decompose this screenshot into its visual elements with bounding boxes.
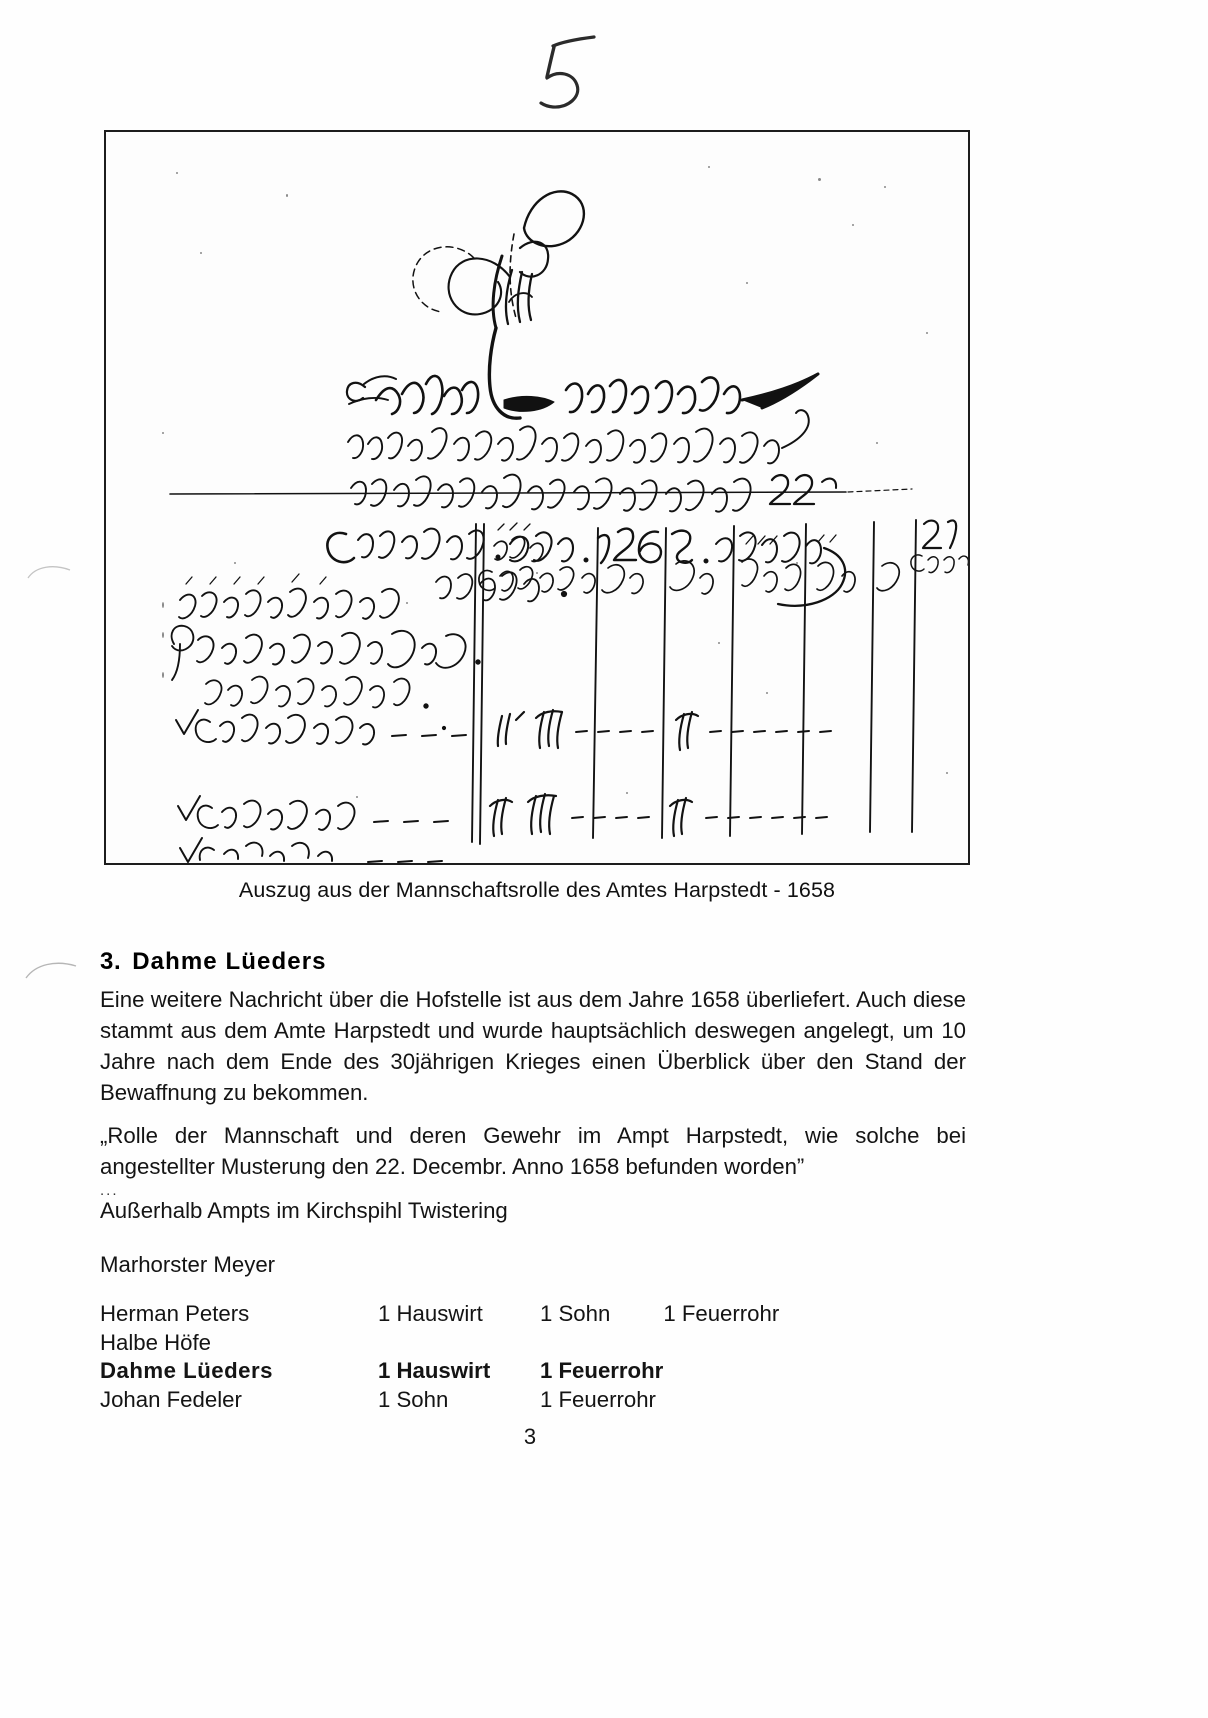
facsimile-figure <box>104 130 970 865</box>
roster-col-a: 1 Hauswirt <box>378 1301 483 1326</box>
table-row <box>100 1386 860 1415</box>
folio-number: 3 <box>523 1424 537 1449</box>
roster-col-b: 1 Feuerrohr <box>540 1358 664 1383</box>
roster-col-a: 1 Sohn <box>378 1386 449 1412</box>
roster-col-c: 1 Feuerrohr <box>663 1301 780 1326</box>
paragraph-intro-text: Eine weitere Nachricht über die Hofstelle ist aus dem Jahre 1658 überliefert. Auch diese stammt aus dem Amte Harpstedt und wurde hauptsächlich deswegen angelegt, um 10 Jahre nach dem Ende des 30jährigen Krieges einen Überblick über den Stand der Bewaffnung zu bekommen. <box>100 987 966 1105</box>
roster-col-b: 1 Feuerrohr <box>540 1386 656 1412</box>
section-heading <box>100 948 327 976</box>
paragraph-intro <box>100 984 966 1108</box>
roster-name: Johan Fedeler <box>100 1386 242 1412</box>
table-row-highlighted <box>100 1357 860 1386</box>
roster-col-c <box>663 1329 860 1358</box>
location-line: Außerhalb Ampts im Kirchspihl Twistering <box>100 1198 508 1223</box>
figure-caption: Auszug aus der Mannschaftsrolle des Amtes Harpstedt - 1658 <box>238 878 836 902</box>
paragraph-quote <box>100 1120 966 1182</box>
scan-artifact-arc-2 <box>24 556 74 590</box>
roster-name: Dahme Lüeders <box>100 1358 273 1383</box>
roster-name: Herman Peters <box>100 1301 250 1326</box>
section-number: 3. <box>100 947 122 975</box>
scan-artifact-arc <box>22 950 82 990</box>
roster-name: Halbe Höfe <box>100 1329 212 1355</box>
roster-body <box>100 1300 860 1414</box>
roster-col-b: 1 Sohn <box>540 1301 611 1326</box>
roster-col-a <box>378 1329 540 1358</box>
table-row <box>100 1300 860 1329</box>
paragraph-quote-text: „Rolle der Mannschaft und deren Gewehr im Ampt Harpstedt, wie solche bei angestellter Musterung den 22. Decembr. Anno 1658 befunden worden” <box>100 1123 966 1179</box>
handwritten-page-number <box>520 28 640 114</box>
ellipsis-marker: ... <box>100 1182 119 1199</box>
roster-col-c <box>663 1386 860 1415</box>
table-row <box>100 1329 860 1358</box>
roster-table <box>100 1300 860 1414</box>
roster-col-b <box>540 1329 663 1358</box>
roster-col-c <box>663 1357 860 1386</box>
farm-line: Marhorster Meyer <box>100 1252 276 1277</box>
roster-col-a: 1 Hauswirt <box>378 1358 491 1383</box>
scan-speckles <box>106 132 968 863</box>
section-title: Dahme Lüeders <box>132 947 327 975</box>
